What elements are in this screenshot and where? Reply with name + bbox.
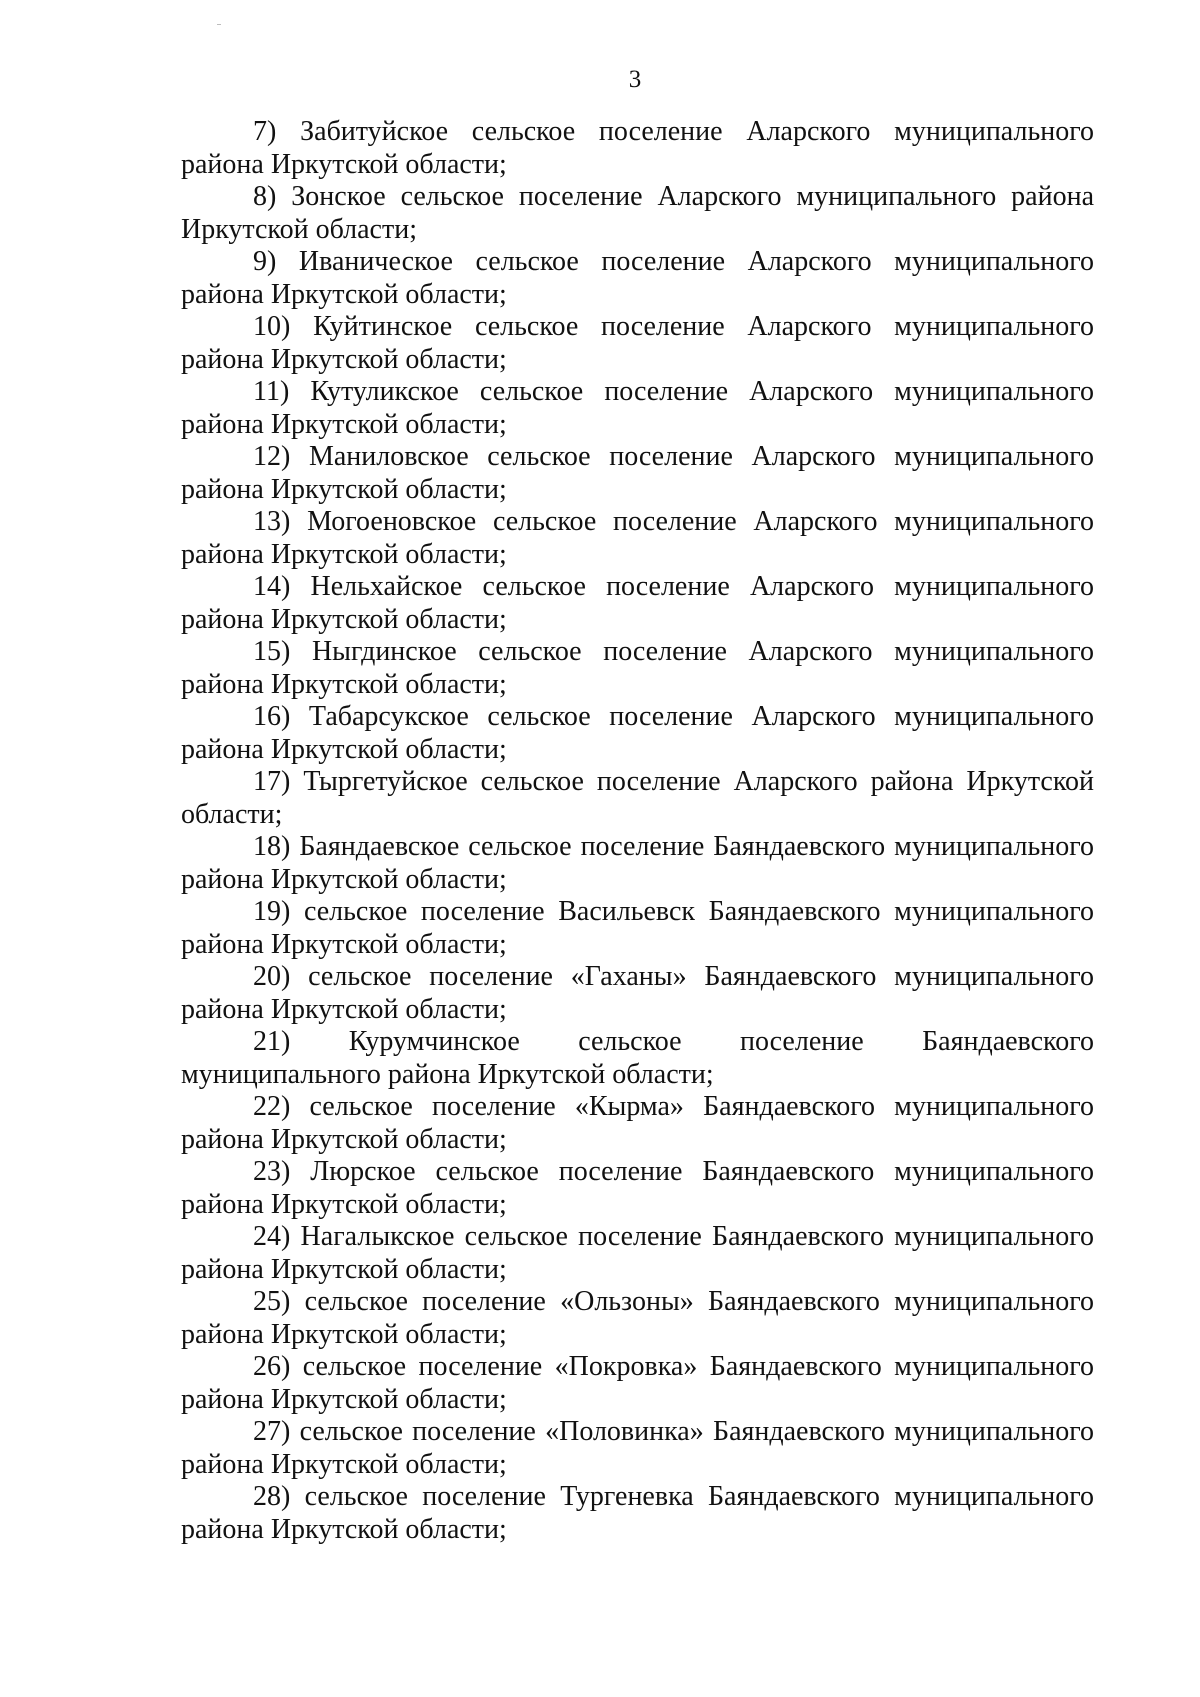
- item-number: 14): [253, 571, 291, 602]
- list-item: [181, 1351, 1094, 1416]
- item-text: Тыргетуйское сельское поселение Аларского района Иркутской области;: [181, 766, 1095, 830]
- list-item: [181, 116, 1094, 181]
- list-item: [181, 311, 1094, 376]
- item-text: Ныгдинское сельское поселение Аларского муниципального района Иркутской области;: [181, 636, 1094, 700]
- list-item: [181, 376, 1094, 441]
- list-item: [181, 1221, 1094, 1286]
- list-item: [181, 1286, 1094, 1351]
- item-number: 20): [253, 961, 291, 992]
- list-item: [181, 571, 1094, 636]
- page-number: 3: [628, 66, 642, 93]
- item-number: 28): [253, 1481, 291, 1512]
- item-text: Зонское сельское поселение Аларского муниципального района Иркутской области;: [181, 181, 1094, 245]
- item-text: Маниловское сельское поселение Аларского муниципального района Иркутской области;: [181, 441, 1094, 505]
- item-number: 17): [253, 766, 291, 797]
- item-number: 10): [253, 311, 291, 342]
- list-item: [181, 636, 1094, 701]
- item-number: 22): [253, 1091, 291, 1122]
- list-item: [181, 1026, 1094, 1091]
- item-text: Забитуйское сельское поселение Аларского муниципального района Иркутской области;: [181, 116, 1094, 180]
- settlement-list: [181, 116, 1094, 1546]
- list-item: [181, 246, 1094, 311]
- list-item: [181, 441, 1094, 506]
- scan-speck: [217, 24, 221, 25]
- list-item: [181, 831, 1094, 896]
- item-text: сельское поселение «Ользоны» Баяндаевского муниципального района Иркутской области;: [181, 1286, 1095, 1350]
- item-text: Кутуликское сельское поселение Аларского муниципального района Иркутской области;: [181, 376, 1095, 440]
- list-item: [181, 1416, 1094, 1481]
- list-item: [181, 1091, 1094, 1156]
- item-number: 13): [253, 506, 291, 537]
- item-text: Табарсукское сельское поселение Аларского муниципального района Иркутской области;: [181, 701, 1094, 765]
- item-text: Люрское сельское поселение Баяндаевского муниципального района Иркутской области;: [181, 1156, 1094, 1220]
- item-text: Нельхайское сельское поселение Аларского муниципального района Иркутской области;: [181, 571, 1094, 635]
- list-item: [181, 701, 1094, 766]
- item-number: 19): [253, 896, 291, 927]
- item-number: 8): [253, 181, 277, 212]
- item-number: 21): [253, 1026, 291, 1057]
- item-text: Могоеновское сельское поселение Аларского муниципального района Иркутской области;: [181, 506, 1095, 570]
- item-number: 25): [253, 1286, 291, 1317]
- item-number: 12): [253, 441, 291, 472]
- item-text: Иваническое сельское поселение Аларского муниципального района Иркутской области;: [181, 246, 1094, 310]
- item-text: сельское поселение «Гаханы» Баяндаевского муниципального района Иркутской области;: [181, 961, 1094, 1025]
- item-number: 15): [253, 636, 291, 667]
- list-item: [181, 766, 1094, 831]
- item-number: 7): [253, 116, 277, 147]
- list-item: [181, 1156, 1094, 1221]
- item-text: сельское поселение «Кырма» Баяндаевского муниципального района Иркутской области;: [181, 1091, 1095, 1155]
- item-number: 9): [253, 246, 277, 277]
- item-number: 27): [253, 1416, 291, 1447]
- item-number: 11): [253, 376, 290, 407]
- list-item: [181, 896, 1094, 961]
- item-text: сельское поселение «Покровка» Баяндаевского муниципального района Иркутской области;: [181, 1351, 1094, 1415]
- list-item: [181, 961, 1094, 1026]
- item-number: 18): [253, 831, 291, 862]
- item-text: Баяндаевское сельское поселение Баяндаевского муниципального района Иркутской области;: [181, 831, 1095, 895]
- item-number: 23): [253, 1156, 291, 1187]
- item-number: 26): [253, 1351, 291, 1382]
- list-item: [181, 506, 1094, 571]
- item-number: 24): [253, 1221, 291, 1252]
- item-text: сельское поселение Тургеневка Баяндаевского муниципального района Иркутской области;: [181, 1481, 1095, 1545]
- list-item: [181, 181, 1094, 246]
- item-text: Куйтинское сельское поселение Аларского муниципального района Иркутской области;: [181, 311, 1095, 375]
- item-text: Нагалыкское сельское поселение Баяндаевского муниципального района Иркутской области;: [181, 1221, 1095, 1285]
- item-text: сельское поселение Васильевск Баяндаевского муниципального района Иркутской области;: [181, 896, 1095, 960]
- item-number: 16): [253, 701, 291, 732]
- item-text: Курумчинское сельское поселение Баяндаевского муниципального района Иркутской области;: [181, 1026, 1095, 1090]
- item-text: сельское поселение «Половинка» Баяндаевского муниципального района Иркутской области;: [181, 1416, 1094, 1480]
- list-item: [181, 1481, 1094, 1546]
